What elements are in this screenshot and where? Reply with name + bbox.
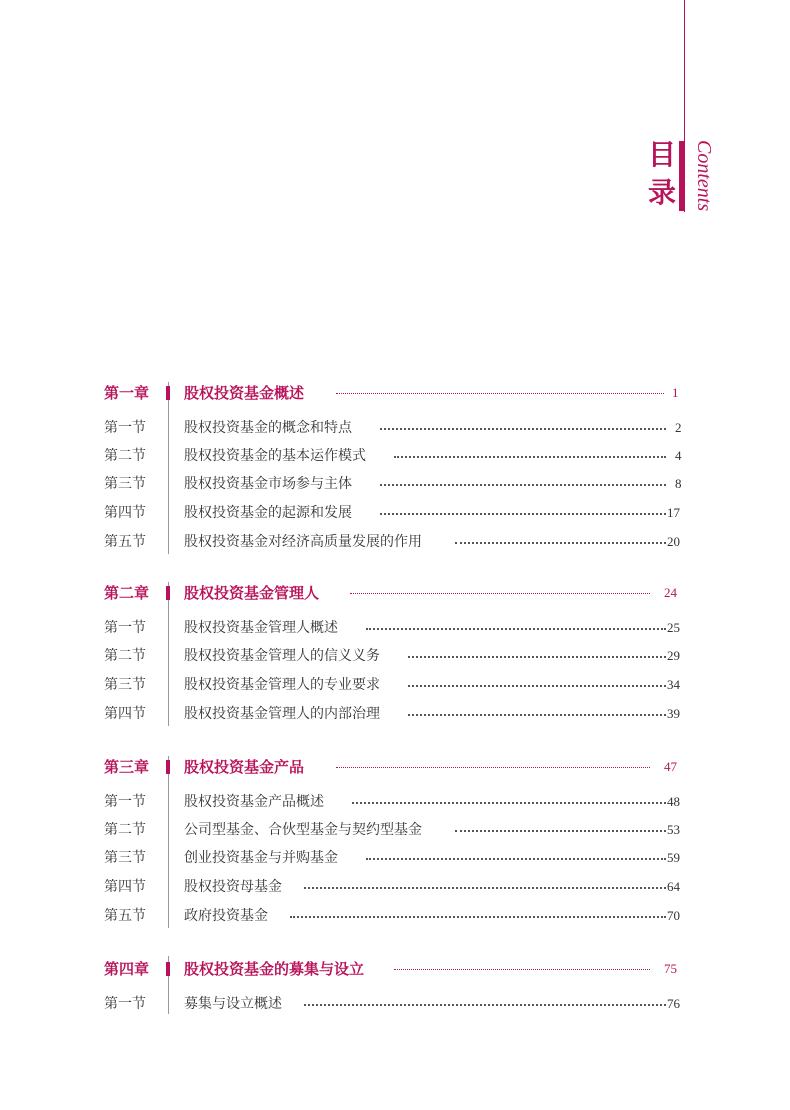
leader-dots xyxy=(394,456,666,458)
chapter-label: 第四章 xyxy=(104,960,150,978)
section-title: 股权投资基金管理人的专业要求 xyxy=(184,673,384,697)
toc-section-3-2[interactable] xyxy=(0,818,790,842)
section-title: 股权投资基金管理人概述 xyxy=(184,616,342,640)
leader-dots xyxy=(408,685,666,687)
page-number: 59 xyxy=(667,850,680,865)
toc-section-1-1[interactable] xyxy=(0,416,790,440)
toc-section-2-2[interactable] xyxy=(0,644,790,668)
section-label: 第一节 xyxy=(104,794,146,810)
page-number: 76 xyxy=(667,996,680,1011)
page-number: 8 xyxy=(675,476,682,491)
section-label: 第三节 xyxy=(104,850,146,866)
section-title: 股权投资基金的基本运作模式 xyxy=(184,444,370,468)
section-title: 股权投资基金管理人的内部治理 xyxy=(184,702,384,726)
header-rule xyxy=(684,0,685,212)
page-number: 24 xyxy=(664,585,677,600)
leader-dots xyxy=(394,969,650,970)
section-label: 第四节 xyxy=(104,706,146,722)
leader-dots xyxy=(408,714,666,716)
page-number: 47 xyxy=(664,759,677,774)
leader-dots xyxy=(380,484,666,486)
toc-chapter-2[interactable] xyxy=(0,581,790,605)
section-label: 第五节 xyxy=(104,908,146,924)
section-label: 第二节 xyxy=(104,648,146,664)
leader-dots xyxy=(336,767,650,768)
toc-section-1-4[interactable] xyxy=(0,501,790,525)
section-label: 第四节 xyxy=(104,879,146,895)
leader-dots xyxy=(304,1004,666,1006)
chapter-label: 第一章 xyxy=(104,384,150,402)
page-number: 1 xyxy=(672,385,679,400)
section-title: 股权投资基金管理人的信义义务 xyxy=(184,644,384,668)
page-number: 34 xyxy=(667,677,680,692)
toc-section-3-3[interactable] xyxy=(0,846,790,870)
toc-section-1-2[interactable] xyxy=(0,444,790,468)
page-number: 29 xyxy=(667,648,680,663)
section-label: 第四节 xyxy=(104,505,146,521)
section-title: 股权投资母基金 xyxy=(184,875,286,899)
section-title: 股权投资基金对经济高质量发展的作用 xyxy=(184,530,426,554)
page-number: 2 xyxy=(675,420,682,435)
section-title: 政府投资基金 xyxy=(184,904,272,928)
page-title-char-2: 录 xyxy=(647,176,676,209)
leader-dots xyxy=(455,542,666,544)
header-accent-bar xyxy=(679,141,684,211)
section-title: 股权投资基金市场参与主体 xyxy=(184,472,356,496)
chapter-title: 股权投资基金概述 xyxy=(184,381,308,405)
page-number: 70 xyxy=(667,908,680,923)
leader-dots xyxy=(350,593,650,594)
leader-dots xyxy=(380,428,666,430)
leader-dots xyxy=(336,393,664,394)
chapter-title: 股权投资基金管理人 xyxy=(184,581,323,605)
toc-section-1-5[interactable] xyxy=(0,530,790,554)
page-number: 64 xyxy=(667,879,680,894)
section-label: 第一节 xyxy=(104,996,146,1012)
chapter-title: 股权投资基金产品 xyxy=(184,755,308,779)
toc-chapter-1[interactable] xyxy=(0,381,790,405)
toc-section-2-3[interactable] xyxy=(0,673,790,697)
section-title: 公司型基金、合伙型基金与契约型基金 xyxy=(184,818,426,842)
section-title: 股权投资基金的起源和发展 xyxy=(184,501,356,525)
leader-dots xyxy=(380,513,666,515)
page-title-char-1: 目 xyxy=(647,138,676,171)
chapter-3-rule xyxy=(168,756,169,928)
leader-dots xyxy=(455,830,666,832)
page-subtitle: Contents xyxy=(693,140,715,212)
section-label: 第一节 xyxy=(104,420,146,436)
toc-section-3-4[interactable] xyxy=(0,875,790,899)
toc-section-3-1[interactable] xyxy=(0,790,790,814)
chapter-title: 股权投资基金的募集与设立 xyxy=(184,957,368,981)
chapter-label: 第三章 xyxy=(104,758,150,776)
leader-dots xyxy=(290,916,666,918)
leader-dots xyxy=(408,656,666,658)
page-number: 53 xyxy=(667,822,680,837)
section-title: 募集与设立概述 xyxy=(184,992,286,1016)
section-title: 股权投资基金产品概述 xyxy=(184,790,328,814)
toc-chapter-4[interactable] xyxy=(0,957,790,981)
toc-section-3-5[interactable] xyxy=(0,904,790,928)
page-number: 48 xyxy=(667,794,680,809)
leader-dots xyxy=(304,887,666,889)
section-label: 第一节 xyxy=(104,620,146,636)
leader-dots xyxy=(366,858,666,860)
leader-dots xyxy=(352,802,666,804)
section-label: 第三节 xyxy=(104,677,146,693)
toc-section-2-1[interactable] xyxy=(0,616,790,640)
page-number: 25 xyxy=(667,620,680,635)
toc-chapter-3[interactable] xyxy=(0,755,790,779)
page-number: 17 xyxy=(667,505,680,520)
page-number: 20 xyxy=(667,534,680,549)
page-number: 4 xyxy=(675,448,682,463)
chapter-label: 第二章 xyxy=(104,584,150,602)
page-number: 39 xyxy=(667,706,680,721)
toc-section-2-4[interactable] xyxy=(0,702,790,726)
chapter-1-rule xyxy=(168,382,169,554)
leader-dots xyxy=(366,628,666,630)
section-label: 第二节 xyxy=(104,822,146,838)
section-label: 第二节 xyxy=(104,448,146,464)
section-label: 第三节 xyxy=(104,476,146,492)
section-label: 第五节 xyxy=(104,534,146,550)
toc-section-1-3[interactable] xyxy=(0,472,790,496)
section-title: 股权投资基金的概念和特点 xyxy=(184,416,356,440)
section-title: 创业投资基金与并购基金 xyxy=(184,846,342,870)
page-number: 75 xyxy=(664,961,677,976)
toc-section-4-1[interactable] xyxy=(0,992,790,1016)
